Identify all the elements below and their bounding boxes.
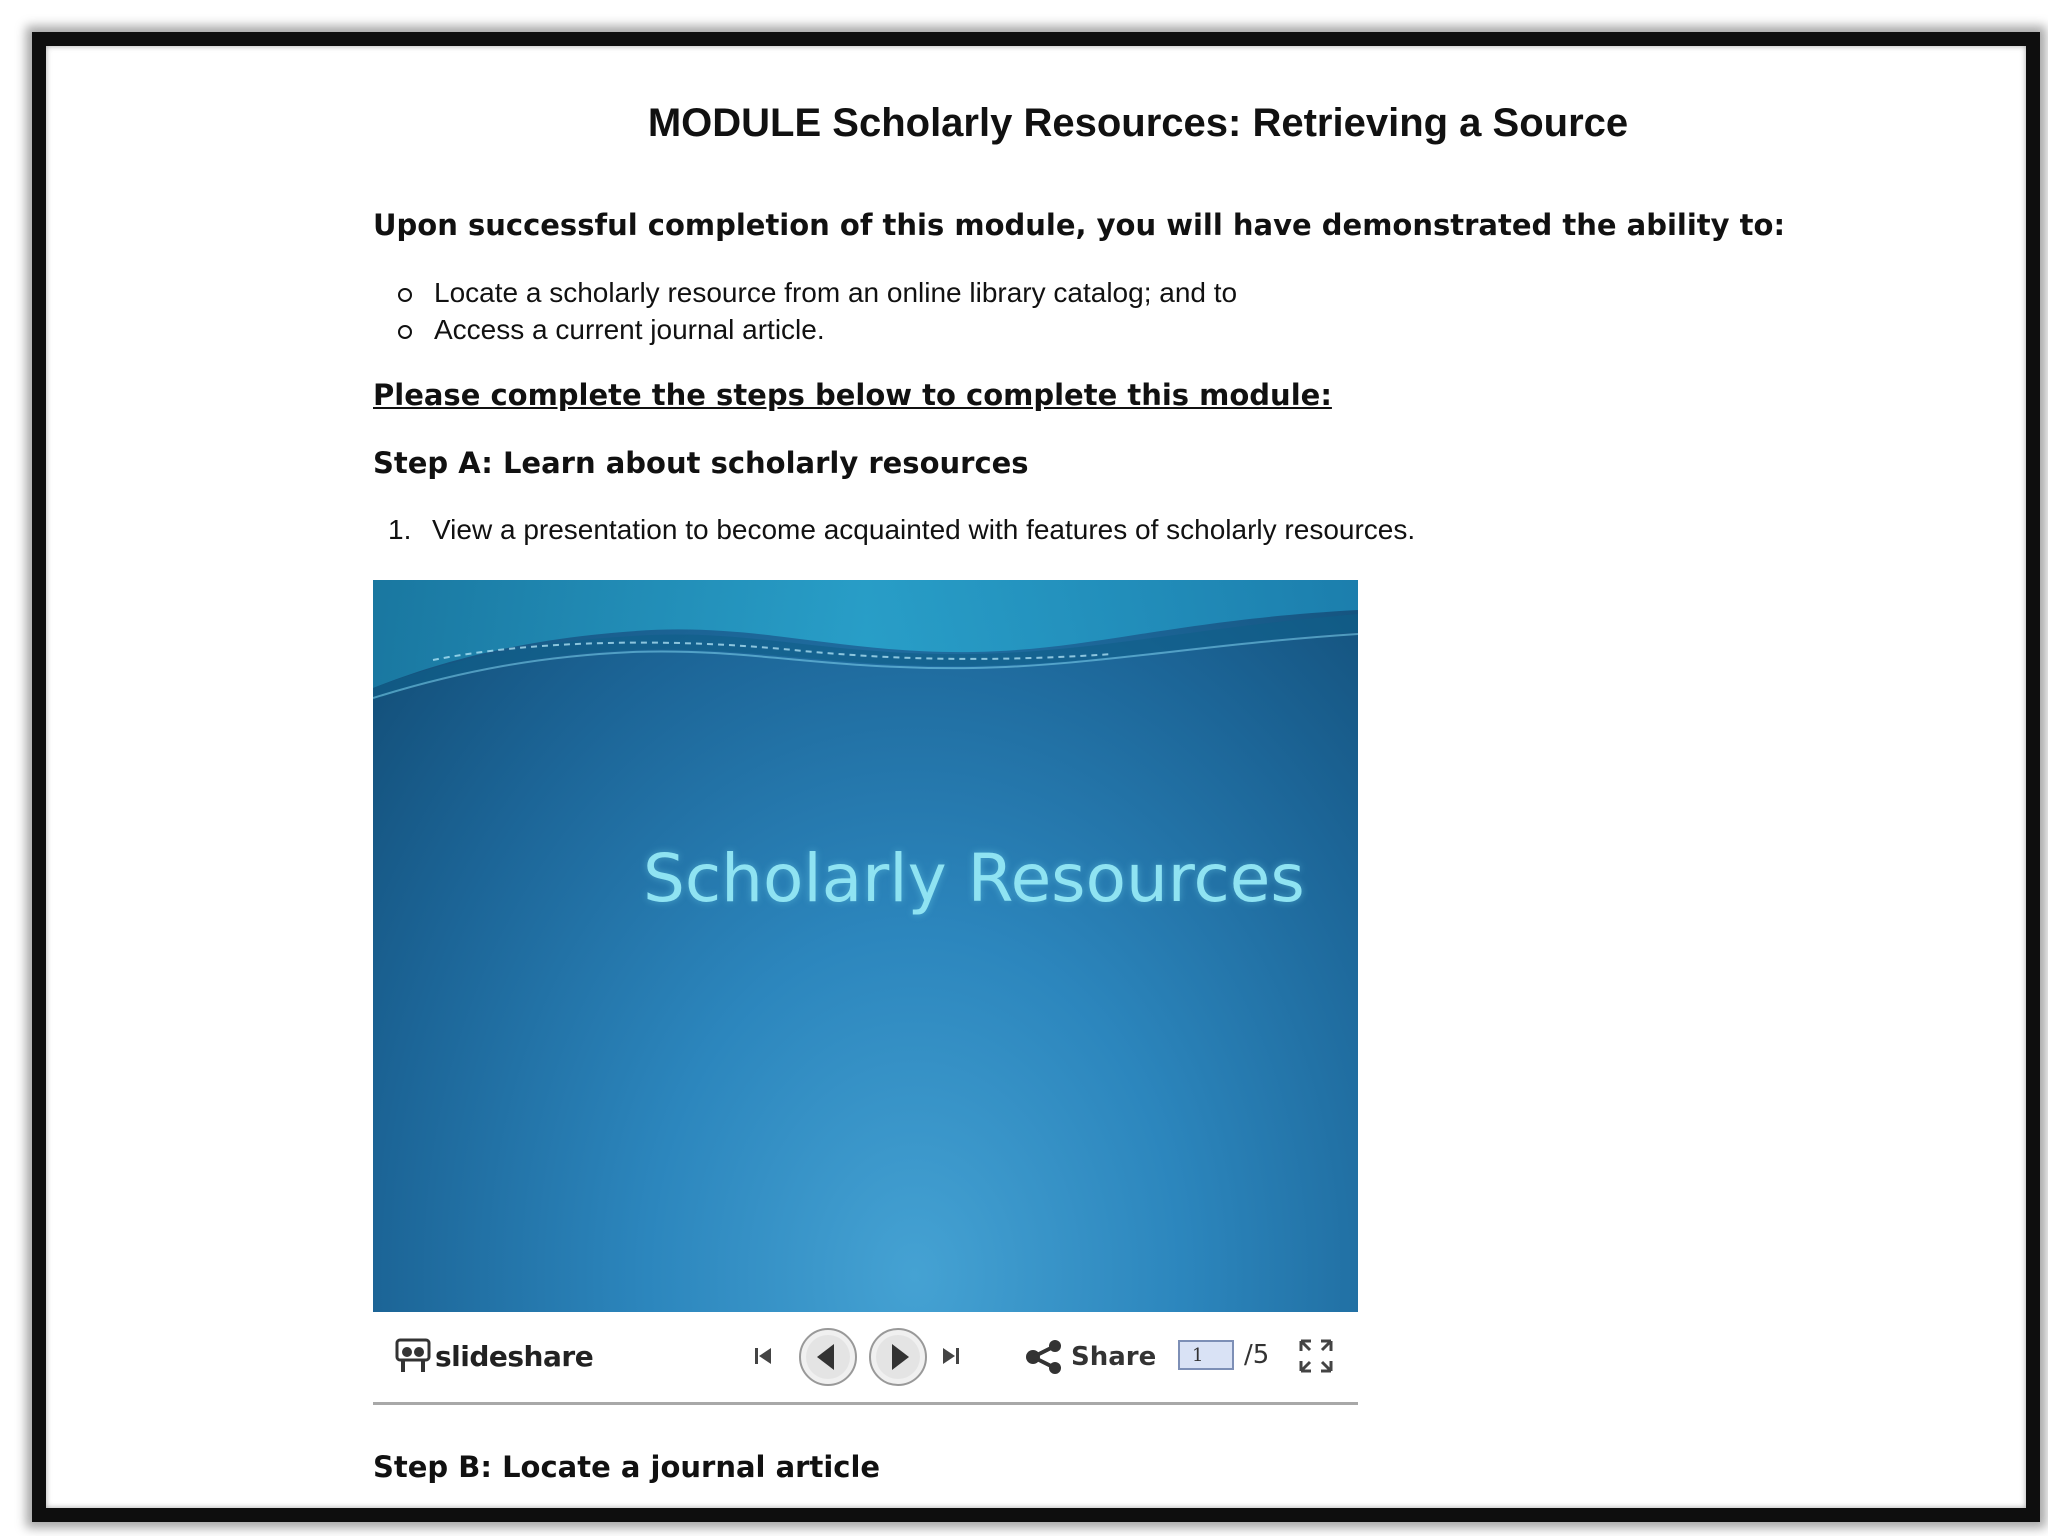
- objectives-list: [398, 274, 1237, 348]
- player-controls: [373, 1312, 1358, 1405]
- step-a-heading: Step A: Learn about scholarly resources: [373, 446, 1029, 480]
- share-label: Share: [1071, 1342, 1157, 1372]
- presentation-slide[interactable]: [373, 580, 1358, 1312]
- list-item: [398, 274, 1237, 311]
- share-icon: [1025, 1338, 1063, 1376]
- slideshare-logo[interactable]: [393, 1336, 593, 1376]
- steps-heading: Please complete the steps below to complete this module:: [373, 378, 1332, 412]
- slideshare-logo-icon: [393, 1336, 433, 1376]
- share-button[interactable]: [1025, 1338, 1156, 1376]
- step-b-heading: Step B: Locate a journal article: [373, 1450, 881, 1484]
- item-text: View a presentation to become acquainted with features of scholarly resources.: [432, 514, 1416, 545]
- step-a-item: [388, 514, 1415, 546]
- objective-text: Access a current journal article.: [434, 314, 825, 345]
- slide-wave-decoration: [373, 580, 1358, 1312]
- next-slide-icon[interactable]: [867, 1326, 929, 1388]
- screenshot-frame: [32, 32, 2040, 1522]
- first-slide-icon[interactable]: [753, 1346, 775, 1366]
- circle-bullet-icon: [398, 325, 412, 339]
- item-number: 1.: [388, 514, 412, 545]
- fullscreen-icon[interactable]: [1298, 1338, 1334, 1374]
- objective-text: Locate a scholarly resource from an online library catalog; and to: [434, 277, 1238, 308]
- slideshare-brand: slideshare: [435, 1339, 594, 1373]
- page-number-input[interactable]: [1178, 1340, 1234, 1370]
- intro-text: Upon successful completion of this module, you will have demonstrated the ability to:: [373, 208, 1786, 242]
- page-total: /5: [1244, 1340, 1270, 1370]
- circle-bullet-icon: [398, 288, 412, 302]
- previous-slide-icon[interactable]: [797, 1326, 859, 1388]
- last-slide-icon[interactable]: [939, 1346, 961, 1366]
- slideshare-player[interactable]: [373, 580, 1358, 1404]
- slide-title: Scholarly Resources: [643, 840, 1305, 917]
- page-title: MODULE Scholarly Resources: Retrieving a Source: [647, 101, 1629, 145]
- list-item: [398, 311, 1237, 348]
